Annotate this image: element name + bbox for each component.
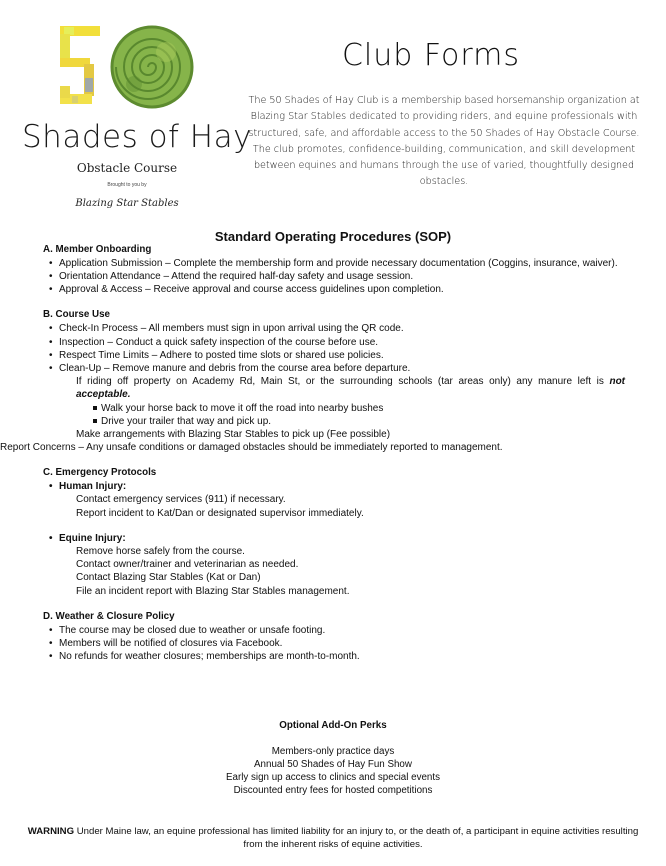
human-injury-line: Contact emergency services (911) if necessary. — [76, 494, 286, 506]
section-b-heading: B. Course Use — [43, 309, 110, 321]
section-a-list — [43, 257, 625, 297]
perk-item: Discounted entry fees for hosted competitions — [233, 784, 433, 796]
liability-warning — [20, 825, 646, 852]
property-note-text: If riding off property on Academy Rd, Main St, or the surrounding schools (tar areas only) any manure left is — [76, 376, 604, 388]
logo-subtitle: Obstacle Course — [76, 161, 178, 175]
hay-bale-zero-icon — [112, 27, 192, 107]
pickup-sub-list — [43, 402, 625, 428]
section-d-list — [43, 624, 625, 664]
equine-injury-line: Remove horse safely from the course. — [76, 545, 245, 557]
list-item: • Check-In Process – All members must sign in upon arrival using the QR code. — [53, 322, 625, 335]
section-b-list — [43, 322, 625, 375]
perk-item: Annual 50 Shades of Hay Fun Show — [254, 758, 412, 770]
human-injury-label: • Human Injury: — [53, 480, 625, 493]
logo — [22, 22, 252, 214]
list-item: • Clean-Up – Remove manure and debris from the course area before departure. — [53, 362, 625, 375]
section-d-heading: D. Weather & Closure Policy — [43, 610, 175, 622]
intro-paragraph: The 50 Shades of Hay Club is a membership based horsemanship organization at Blazing Star Stables dedicated to providing riders, and equine professionals with structured, safe, and affordable access to the 50 Shades of Hay Obstacle Course. The club promotes, confidence-building, communication, and skill development between equines and humans through the use of varied, thoughtfully designed obstacles. — [248, 95, 640, 188]
list-item: • No refunds for weather closures; memberships are month-to-month. — [53, 650, 625, 663]
property-note — [43, 375, 625, 401]
perks-title: Optional Add-On Perks — [279, 720, 387, 731]
list-item: • Respect Time Limits – Adhere to posted time slots or shared use policies. — [53, 349, 625, 362]
report-concerns-text: Report Concerns – Any unsafe conditions or damaged obstacles should be immediately reported to management. — [0, 442, 503, 454]
perks-section — [0, 720, 666, 798]
five-digit-icon — [60, 26, 100, 104]
logo-title: Shades of Hay — [22, 119, 252, 155]
section-c-list — [43, 480, 625, 493]
equine-injury-line: File an incident report with Blazing Star Stables management. — [76, 585, 350, 597]
fifty-logo-graphic — [54, 22, 204, 112]
logo-stables: Blazing Star Stables — [75, 198, 179, 209]
warning-label: WARNING — [27, 826, 75, 837]
property-note-emphasis: not acceptable. — [76, 376, 626, 401]
sop-title: Standard Operating Procedures (SOP) — [214, 229, 452, 244]
equine-injury-label: • Equine Injury: — [53, 532, 625, 545]
section-c-heading: C. Emergency Protocols — [43, 467, 157, 479]
section-c-list-equine — [43, 532, 625, 545]
arrange-pickup-text: Make arrangements with Blazing Star Stables to pick up (Fee possible) — [76, 428, 391, 440]
warning-text: Under Maine law, an equine professional has limited liability for an injury to, or the death of, a participant in equine activities resulting from the inherent risks of equine activities. — [76, 826, 639, 851]
sop-content — [0, 244, 626, 663]
list-item: • The course may be closed due to weather or unsafe footing. — [53, 624, 625, 637]
list-item: • Approval & Access – Receive approval and course access guidelines upon completion. — [53, 283, 625, 296]
equine-injury-line: Contact Blazing Star Stables (Kat or Dan) — [76, 572, 261, 584]
logo-tagline: Brought to you by — [107, 182, 147, 188]
list-item: • Inspection – Conduct a quick safety inspection of the course before use. — [53, 336, 625, 349]
list-item: Walk your horse back to move it off the road into nearby bushes — [93, 402, 625, 415]
human-injury-line: Report incident to Kat/Dan or designated supervisor immediately. — [76, 507, 364, 519]
list-item: • Members will be notified of closures via Facebook. — [53, 637, 625, 650]
page-title: Club Forms — [341, 38, 521, 73]
equine-injury-line: Contact owner/trainer and veterinarian as needed. — [76, 559, 299, 571]
list-item: Drive your trailer that way and pick up. — [93, 415, 625, 428]
perk-item: Members-only practice days — [271, 745, 395, 757]
list-item: • Orientation Attendance – Attend the required half-day safety and usage session. — [53, 270, 625, 283]
perk-item: Early sign up access to clinics and special events — [225, 771, 440, 783]
section-a-heading: A. Member Onboarding — [43, 244, 152, 255]
list-item: • Application Submission – Complete the membership form and provide necessary documentation (Coggins, insurance, waiver). — [53, 257, 625, 270]
